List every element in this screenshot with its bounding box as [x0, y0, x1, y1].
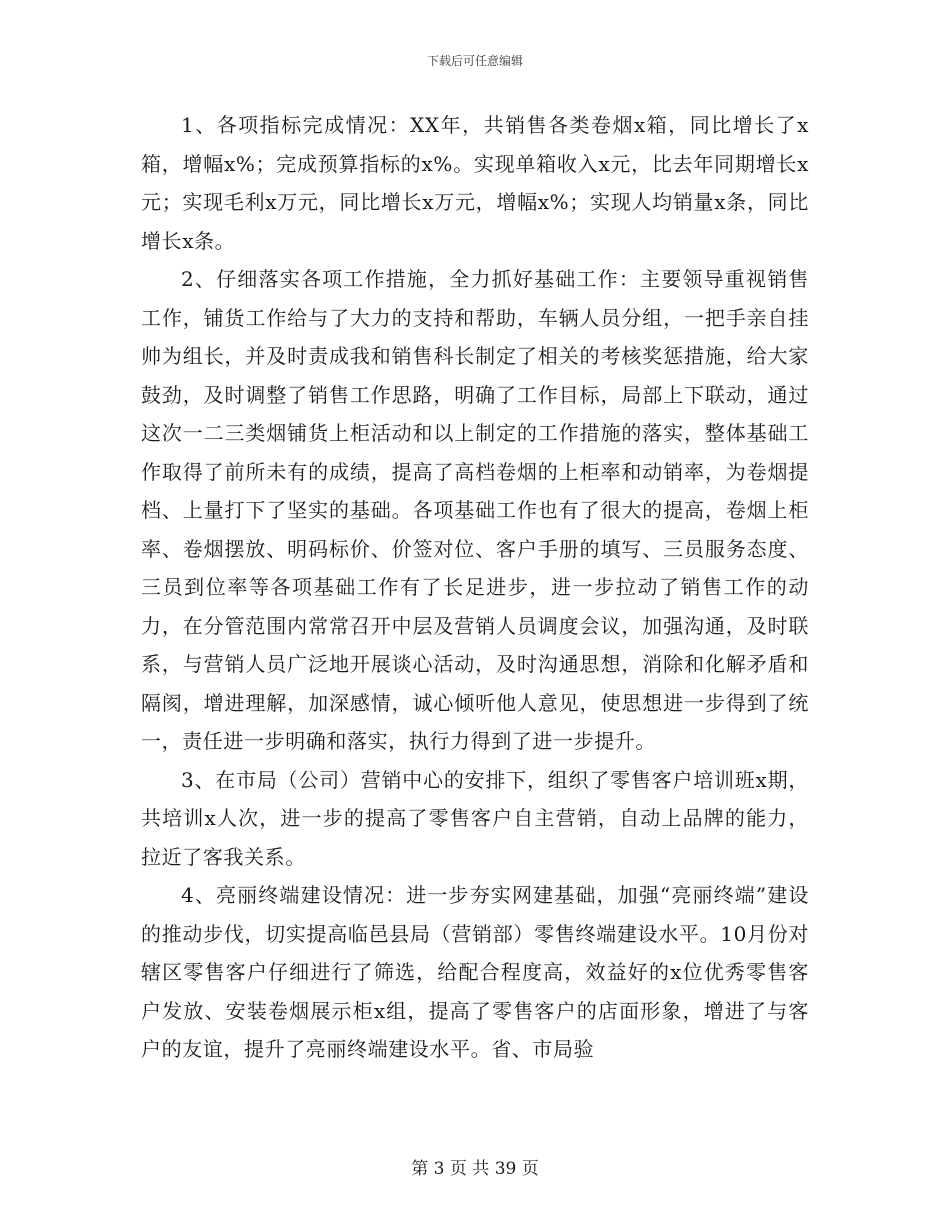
paragraph-4: 4、亮丽终端建设情况：进一步夯实网建基础，加强“亮丽终端”建设的推动步伐，切实提高临邑县局（营销部）零售终端建设水平。10月份对辖区零售客户仔细进行了筛选，给配合程度高，效益好的x位优秀零售客户发放、安装卷烟展示柜x组，提高了零售客户的店面形象，增进了与客户的友谊，提升了亮丽终端建设水平。省、市局验	[141, 883, 809, 1061]
page-header-note: 下载后可任意编辑	[426, 54, 523, 68]
paragraph-3: 3、在市局（公司）营销中心的安排下，组织了零售客户培训班x期，共培训x人次，进一步的提高了零售客户自主营销，自动上品牌的能力，拉近了客我关系。	[141, 767, 809, 869]
paragraph-1: 1、各项指标完成情况：XX年，共销售各类卷烟x箱，同比增长了x箱，增幅x%；完成预算指标的x%。实现单箱收入x元，比去年同期增长x元；实现毛利x万元，同比增长x万元，增幅x%；实现人均销量x条，同比增长x条。	[141, 113, 809, 253]
paragraph-2: 2、仔细落实各项工作措施，全力抓好基础工作：主要领导重视销售工作，铺货工作给与了大力的支持和帮助，车辆人员分组，一把手亲自挂帅为组长，并及时责成我和销售科长制定了相关的考核奖惩措施，给大家鼓劲，及时调整了销售工作思路，明确了工作目标，局部上下联动，通过这次一二三类烟铺货上柜活动和以上制定的工作措施的落实，整体基础工作取得了前所未有的成绩，提高了高档卷烟的上柜率和动销率，为卷烟提档、上量打下了坚实的基础。各项基础工作也有了很大的提高，卷烟上柜率、卷烟摆放、明码标价、价签对位、客户手册的填写、三员服务态度、三员到位率等各项基础工作有了长足进步，进一步拉动了销售工作的动力，在分管范围内常常召开中层及营销人员调度会议，加强沟通，及时联系，与营销人员广泛地开展谈心活动，及时沟通思想，消除和化解矛盾和隔阂，增进理解，加深感情，诚心倾听他人意见，使思想进一步得到了统一，责任进一步明确和落实，执行力得到了进一步提升。	[141, 267, 809, 753]
page-number: 第 3 页 共 39 页	[411, 1159, 539, 1179]
document-body	[141, 106, 809, 1069]
